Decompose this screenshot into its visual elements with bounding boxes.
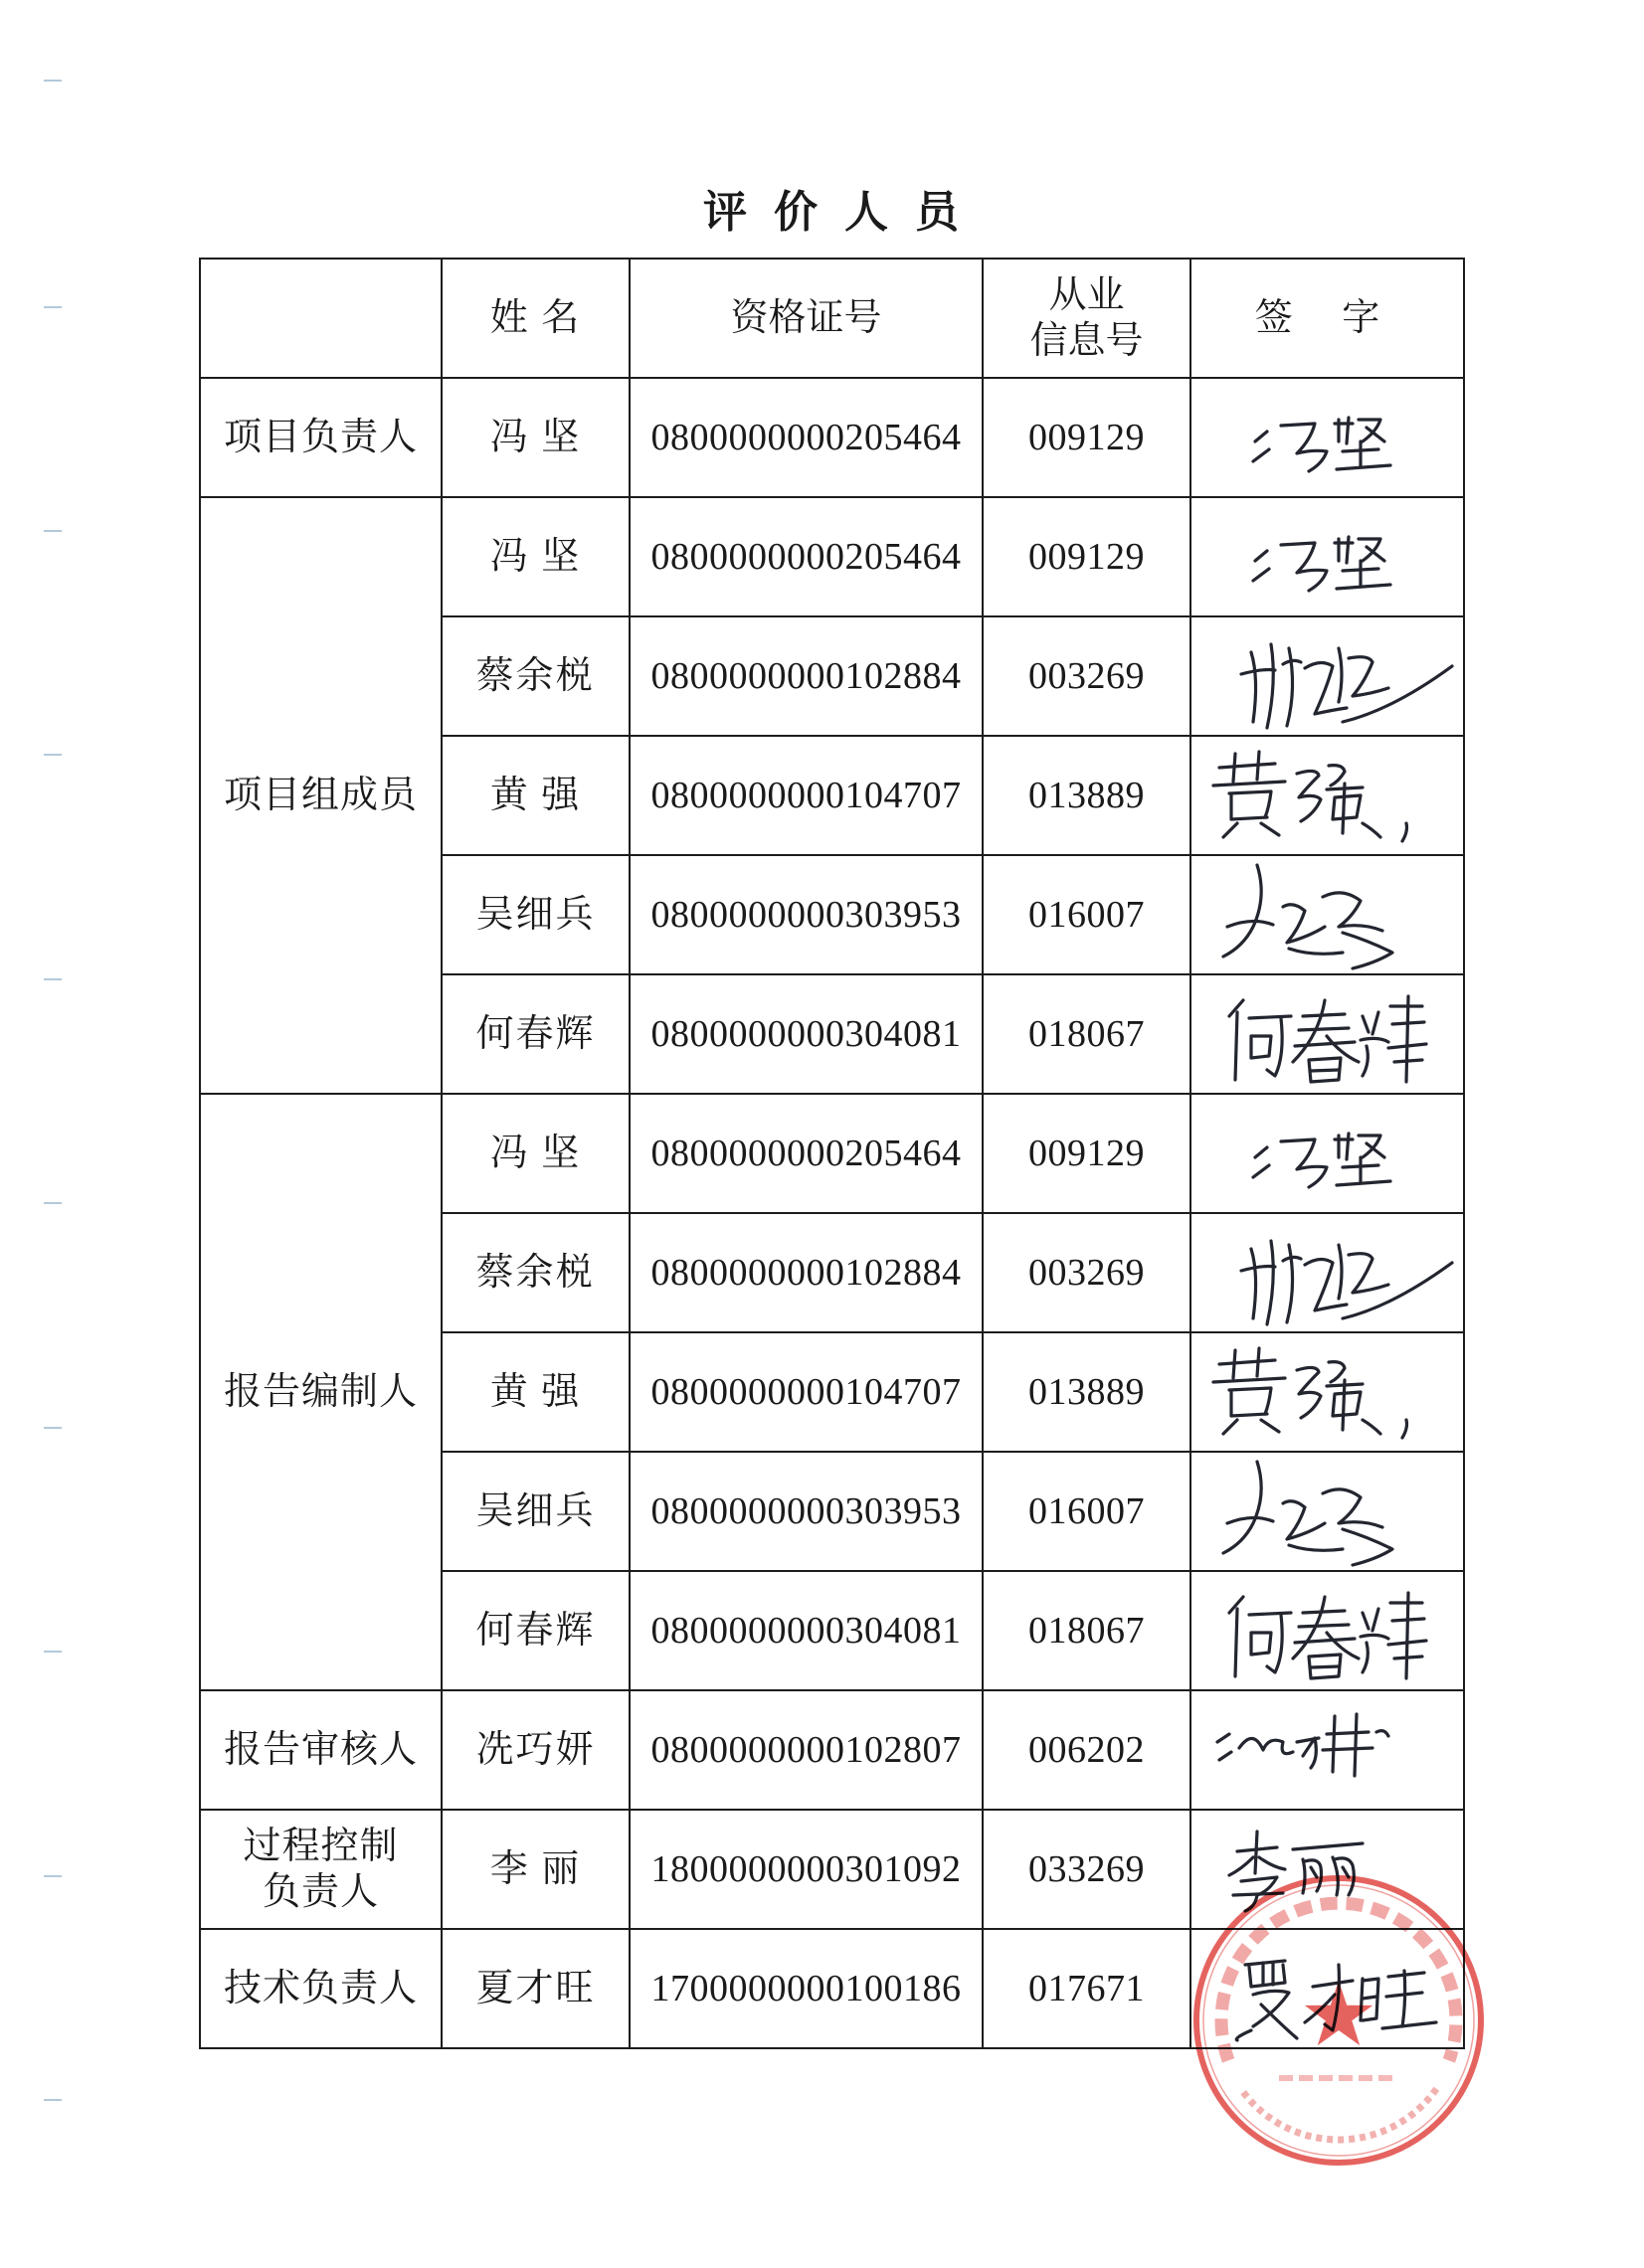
certificate-number: 0800000000205464 <box>630 1094 983 1213</box>
header-practice-info-number <box>983 259 1190 378</box>
member-name: 吴细兵 <box>442 855 630 974</box>
signature-cell <box>1190 497 1464 616</box>
member-name: 蔡余棁 <box>442 1213 630 1332</box>
member-name: 何春辉 <box>442 1571 630 1690</box>
certificate-number: 0800000000102884 <box>630 1213 983 1332</box>
certificate-number: 0800000000304081 <box>630 974 983 1094</box>
signature-cell <box>1190 1213 1464 1332</box>
signature-cell <box>1190 1571 1464 1690</box>
scan-margin-mark <box>44 1875 62 1877</box>
role-report-reviewer: 报告审核人 <box>200 1690 442 1810</box>
member-name: 李 丽 <box>442 1810 630 1929</box>
signature-image <box>1193 1573 1462 1688</box>
role-project-leader: 项目负责人 <box>200 378 442 497</box>
member-name: 吴细兵 <box>442 1452 630 1571</box>
signature-image <box>1193 1692 1462 1808</box>
signature-cell <box>1190 1332 1464 1452</box>
signature-cell <box>1190 736 1464 855</box>
table-row <box>200 1094 1464 1213</box>
practice-info-number: 006202 <box>983 1690 1190 1810</box>
member-name: 冼巧妍 <box>442 1690 630 1810</box>
header-practice-info-line-2: 信息号 <box>1029 320 1144 362</box>
scan-margin-mark <box>44 530 62 532</box>
header-signature: 签 字 <box>1190 259 1464 378</box>
signature-image <box>1193 1812 1462 1927</box>
scan-margin-mark <box>44 2099 62 2101</box>
signature-image <box>1193 1454 1462 1569</box>
signature-cell <box>1190 378 1464 497</box>
header-row <box>200 259 1464 378</box>
role-project-members: 项目组成员 <box>200 497 442 1094</box>
practice-info-number: 013889 <box>983 1332 1190 1452</box>
signature-image <box>1193 1931 1462 2046</box>
role-line-2: 负责人 <box>262 1871 379 1913</box>
evaluation-personnel-table <box>199 258 1465 2049</box>
signature-image <box>1193 380 1462 495</box>
table-row <box>200 378 1464 497</box>
practice-info-number: 016007 <box>983 855 1190 974</box>
scan-margin-mark <box>44 1427 62 1429</box>
certificate-number: 0800000000304081 <box>630 1571 983 1690</box>
signature-cell <box>1190 1690 1464 1810</box>
seal-arc-number <box>1241 2089 1437 2140</box>
member-name: 夏才旺 <box>442 1929 630 2048</box>
signature-image <box>1193 499 1462 614</box>
role-technical-leader: 技术负责人 <box>200 1929 442 2048</box>
signature-cell <box>1190 855 1464 974</box>
signature-cell <box>1190 616 1464 736</box>
scan-margin-mark <box>44 1651 62 1653</box>
scan-margin-mark <box>44 978 62 980</box>
scan-margin-mark <box>44 754 62 756</box>
signature-image <box>1193 738 1462 853</box>
practice-info-number: 017671 <box>983 1929 1190 2048</box>
practice-info-number: 003269 <box>983 1213 1190 1332</box>
certificate-number: 0800000000104707 <box>630 736 983 855</box>
role-report-preparers: 报告编制人 <box>200 1094 442 1690</box>
member-name: 黄 强 <box>442 1332 630 1452</box>
signature-cell <box>1190 1452 1464 1571</box>
practice-info-number: 009129 <box>983 1094 1190 1213</box>
practice-info-number: 009129 <box>983 497 1190 616</box>
certificate-number: 0800000000104707 <box>630 1332 983 1452</box>
certificate-number: 0800000000102807 <box>630 1690 983 1810</box>
certificate-number: 0800000000205464 <box>630 378 983 497</box>
practice-info-number: 016007 <box>983 1452 1190 1571</box>
practice-info-number: 018067 <box>983 1571 1190 1690</box>
header-name: 姓 名 <box>442 259 630 378</box>
member-name: 冯 坚 <box>442 1094 630 1213</box>
member-name: 何春辉 <box>442 974 630 1094</box>
header-certificate-number: 资格证号 <box>630 259 983 378</box>
signature-cell <box>1190 974 1464 1094</box>
role-process-control-leader <box>200 1810 442 1929</box>
scan-margin-mark <box>44 80 62 82</box>
signature-cell <box>1190 1810 1464 1929</box>
practice-info-number: 003269 <box>983 616 1190 736</box>
member-name: 黄 强 <box>442 736 630 855</box>
role-line-1: 过程控制 <box>243 1826 399 1867</box>
certificate-number: 0800000000102884 <box>630 616 983 736</box>
signature-image <box>1193 618 1462 734</box>
practice-info-number: 009129 <box>983 378 1190 497</box>
signature-cell <box>1190 1094 1464 1213</box>
table-row <box>200 1929 1464 2048</box>
member-name: 蔡余棁 <box>442 616 630 736</box>
page-title: 评 价 人 员 <box>703 188 967 237</box>
signature-image <box>1193 1334 1462 1450</box>
signature-image <box>1193 1096 1462 1211</box>
scan-margin-mark <box>44 306 62 308</box>
certificate-number: 1800000000301092 <box>630 1810 983 1929</box>
member-name: 冯 坚 <box>442 497 630 616</box>
certificate-number: 0800000000303953 <box>630 855 983 974</box>
header-role-cell <box>200 259 442 378</box>
header-practice-info-line-1: 从业 <box>1048 274 1125 316</box>
table-row <box>200 1690 1464 1810</box>
practice-info-number: 013889 <box>983 736 1190 855</box>
scan-margin-mark <box>44 1202 62 1204</box>
table-row <box>200 497 1464 616</box>
certificate-number: 1700000000100186 <box>630 1929 983 2048</box>
member-name: 冯 坚 <box>442 378 630 497</box>
signature-image <box>1193 1215 1462 1330</box>
table-row <box>200 1810 1464 1929</box>
signature-image <box>1193 857 1462 972</box>
certificate-number: 0800000000205464 <box>630 497 983 616</box>
practice-info-number: 018067 <box>983 974 1190 1094</box>
practice-info-number: 033269 <box>983 1810 1190 1929</box>
signature-cell <box>1190 1929 1464 2048</box>
signature-image <box>1193 976 1462 1092</box>
certificate-number: 0800000000303953 <box>630 1452 983 1571</box>
